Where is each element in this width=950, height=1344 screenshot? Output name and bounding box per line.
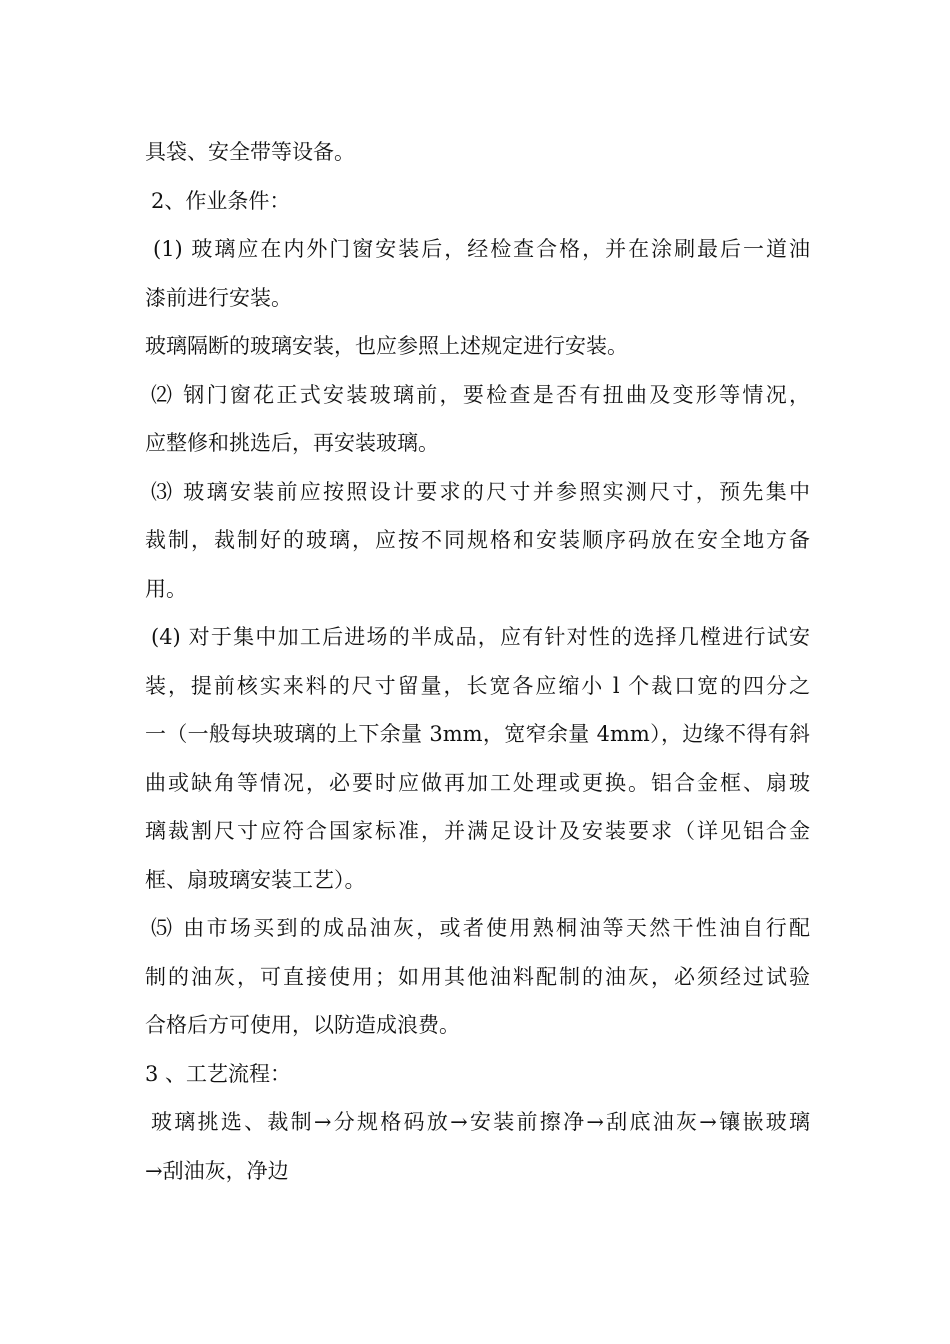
text-line-19: 合格后方可使用，以防造成浪费。 (145, 1013, 460, 1037)
text-line-6: ⑵ 钢门窗花正式安装玻璃前，要检查是否有扭曲及变形等情况， (151, 382, 810, 407)
text-line-17: ⑸ 由市场买到的成品油灰，或者使用熟桐油等天然干性油自行配 (151, 916, 810, 940)
text-line-15: 璃裁割尺寸应符合国家标准，并满足设计及安装要求（详见铝合金 (145, 819, 810, 843)
text-line-13: 一（一般每块玻璃的上下余量 3mm，宽窄余量 4mm），边缘不得有斜 (145, 722, 810, 746)
text-line-1: 具袋、安全带等设备。 (145, 140, 355, 164)
text-line-9: 裁制，裁制好的玻璃，应按不同规格和安装顺序码放在安全地方备 (145, 528, 810, 552)
text-line-11: (4) 对于集中加工后进场的半成品，应有针对性的选择几樘进行试安 (151, 625, 810, 649)
text-line-7: 应整修和挑选后，再安装玻璃。 (145, 431, 439, 455)
text-line-16: 框、扇玻璃安装工艺）。 (145, 867, 366, 892)
process-flow-line-2: →刮油灰，净边 (145, 1158, 289, 1183)
text-line-10: 用。 (145, 576, 187, 601)
body-text (145, 132, 810, 1199)
section-heading-work-conditions: 2、作业条件： (151, 188, 291, 213)
text-line-14: 曲或缺角等情况，必要时应做再加工处理或更换。铝合金框、扇玻 (145, 770, 810, 795)
text-line-4: 漆前进行安装。 (145, 285, 292, 310)
text-line-5: 玻璃隔断的玻璃安装，也应参照上述规定进行安装。 (145, 334, 628, 358)
section-heading-process-flow: 3 、工艺流程： (145, 1061, 292, 1086)
text-line-18: 制的油灰，可直接使用；如用其他油料配制的油灰，必须经过试验 (145, 964, 810, 989)
process-flow-line-1: 玻璃挑选、裁制→分规格码放→安装前擦净→刮底油灰→镶嵌玻璃 (151, 1110, 810, 1134)
text-line-8: ⑶ 玻璃安装前应按照设计要求的尺寸并参照实测尺寸，预先集中 (151, 479, 810, 504)
text-line-12: 装，提前核实来料的尺寸留量，长宽各应缩小 l 个裁口宽的四分之 (145, 673, 810, 698)
text-line-3: (1) 玻璃应在内外门窗安装后，经检查合格，并在涂刷最后一道油 (153, 237, 810, 261)
